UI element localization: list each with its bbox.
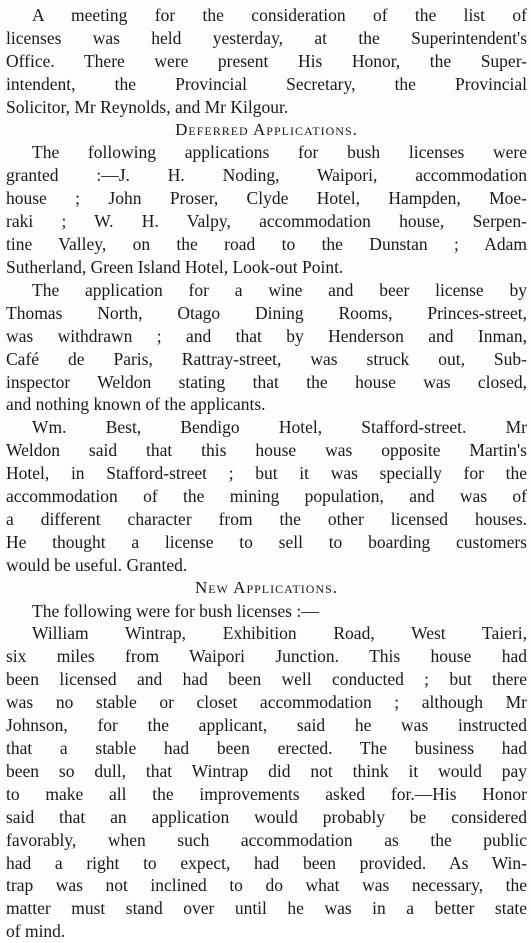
text-line: Solicitor, Mr Reynolds, and Mr Kilgour. <box>6 96 289 117</box>
text-line: trap was not inclined to do what was necessary, the <box>6 875 527 896</box>
text-line: Wm. Best, Bendigo Hotel, Stafford-street. Mr <box>32 417 527 438</box>
text-line: raki ; W. H. Valpy, accommodation house, Serpen- <box>6 211 527 232</box>
text-line: accommodation of the mining population, and was of <box>6 486 527 507</box>
new-paragraph-1 <box>6 600 527 623</box>
text-line: tine Valley, on the road to the Dunstan ; Adam <box>6 234 527 255</box>
text-line: Café de Paris, Rattray-street, was struck out, Sub- <box>6 348 527 369</box>
text-line: He thought a license to sell to boarding customers <box>6 531 527 552</box>
text-line: Weldon said that this house was opposite Martin's <box>6 440 527 461</box>
intro-paragraph <box>6 4 527 119</box>
text-line: been licensed and had been well conducted ; but there <box>6 669 527 690</box>
text-line: of mind. <box>6 921 66 942</box>
text-line: The following were for bush licenses :— <box>32 600 319 621</box>
text-line: house ; John Proser, Clyde Hotel, Hampden, Moe- <box>6 188 527 209</box>
text-line: would be useful. Granted. <box>6 554 188 575</box>
text-line: six miles from Waipori Junction. This house had <box>6 646 527 667</box>
section-heading-new: New Applications. <box>194 577 339 597</box>
text-line: was withdrawn ; and that by Henderson and Inman, <box>6 325 527 346</box>
new-paragraph-2 <box>6 622 527 943</box>
text-line: inspector Weldon stating that the house was closed, <box>6 371 527 392</box>
text-line: favorably, when such accommodation as the public <box>6 829 527 850</box>
text-line: was no stable or closet accommodation ; although Mr <box>6 692 527 713</box>
text-line: and nothing known of the applicants. <box>6 394 266 415</box>
text-line: intendent, the Provincial Secretary, the Provincial <box>6 73 527 94</box>
text-line: that a stable had been erected. The business had <box>6 738 527 758</box>
text-line: The following applications for bush licenses were <box>32 142 527 163</box>
text-line: The application for a wine and beer license by <box>32 279 527 300</box>
text-line: a different character from the other licensed houses. <box>6 508 527 529</box>
text-line: licenses was held yesterday, at the Superintendent's <box>6 27 527 48</box>
text-line: Office. There were present His Honor, the Super- <box>6 50 527 71</box>
text-line: Thomas North, Otago Dining Rooms, Princes-street, <box>6 302 527 323</box>
text-line: matter must stand over until he was in a better state <box>6 898 527 919</box>
text-line: Johnson, for the applicant, said he was instructed <box>6 715 527 736</box>
text-line: granted :—J. H. Noding, Waipori, accommodation <box>6 165 527 186</box>
section-heading-deferred: Deferred Applications. <box>175 119 358 139</box>
deferred-paragraph-2 <box>6 279 527 416</box>
article-column <box>6 4 527 943</box>
text-line: Hotel, in Stafford-street ; but it was specially for the <box>6 463 527 484</box>
text-line: been so dull, that Wintrap did not think it would pay <box>6 760 527 781</box>
deferred-paragraph-1 <box>6 141 527 278</box>
text-line: William Wintrap, Exhibition Road, West Taieri, <box>32 623 527 644</box>
text-line: to make all the improvements asked for.—His Honor <box>6 783 527 804</box>
text-line: A meeting for the consideration of the list of <box>32 5 527 25</box>
text-line: had a right to expect, had been provided. As Win- <box>6 852 527 873</box>
text-line: said that an application would probably be considered <box>6 806 527 827</box>
deferred-paragraph-3 <box>6 416 527 576</box>
text-line: Sutherland, Green Island Hotel, Look-out Point. <box>6 256 344 277</box>
